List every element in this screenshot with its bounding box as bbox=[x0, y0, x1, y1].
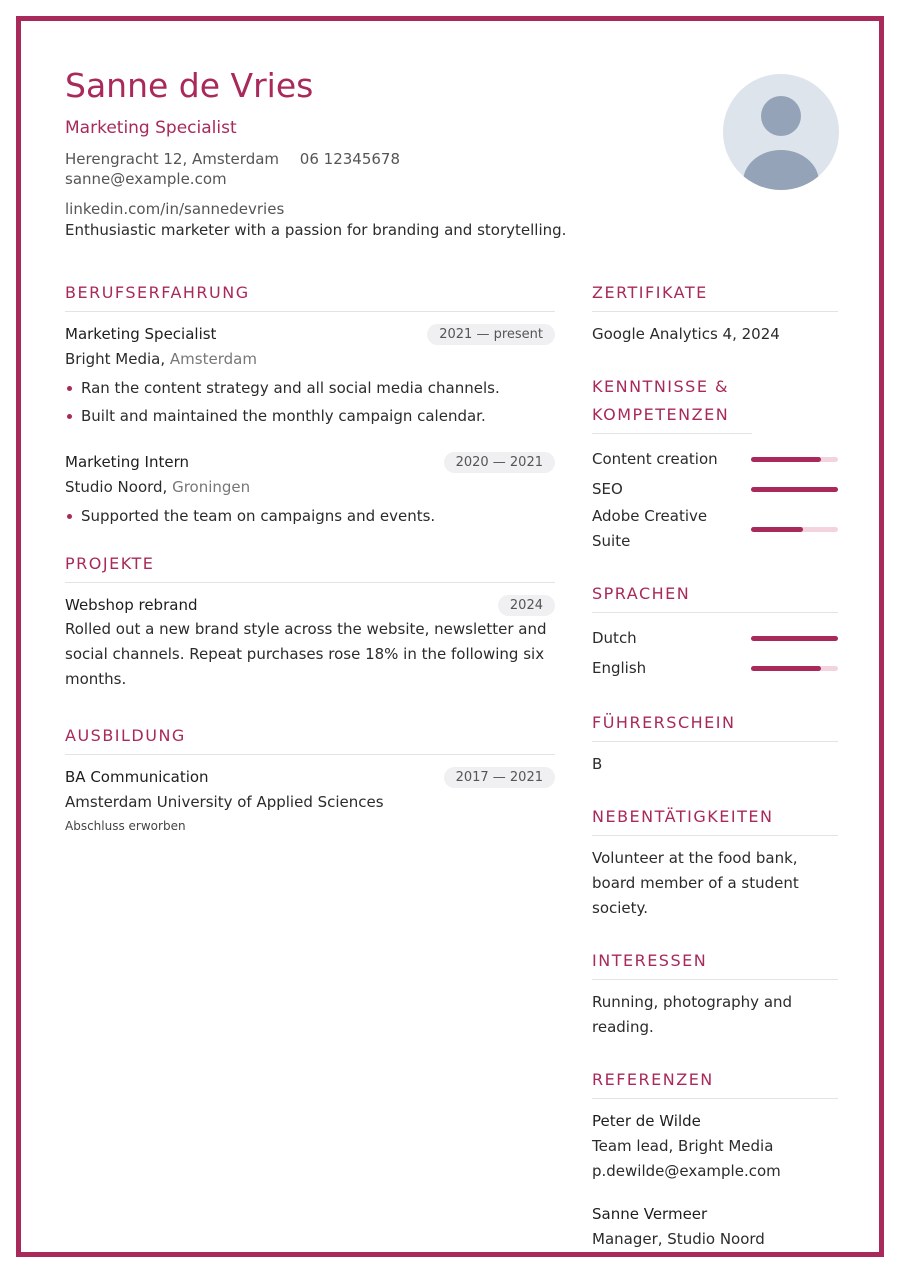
section-title-experience: BERUFSERFAHRUNG bbox=[65, 279, 555, 312]
right-column bbox=[592, 279, 838, 1257]
skill-row bbox=[592, 444, 838, 474]
reference-position: Team lead, Bright Media bbox=[592, 1137, 774, 1155]
skill-level-bar bbox=[751, 457, 838, 462]
company-location: Groningen bbox=[172, 478, 251, 496]
section-title-certificates: ZERTIFIKATE bbox=[592, 279, 838, 312]
skill-level-bar bbox=[751, 487, 838, 492]
date-badge: 2024 bbox=[498, 595, 555, 616]
skill-level-fill bbox=[751, 457, 821, 462]
resume-page bbox=[16, 16, 884, 1257]
skill-level-fill bbox=[751, 527, 803, 532]
company-name: Bright Media bbox=[65, 350, 161, 368]
bullet-list bbox=[65, 374, 555, 430]
left-column bbox=[65, 279, 555, 853]
section-title-projects: PROJEKTE bbox=[65, 550, 555, 583]
reference-name: Peter de Wilde bbox=[592, 1112, 701, 1130]
interests-text: Running, photography and reading. bbox=[592, 993, 793, 1036]
date-badge: 2020 — 2021 bbox=[444, 452, 555, 473]
section-title-license: FÜHRERSCHEIN bbox=[592, 709, 838, 742]
candidate-role: Marketing Specialist bbox=[65, 118, 237, 138]
skill-row bbox=[592, 474, 838, 504]
section-title-interests: INTERESSEN bbox=[592, 947, 838, 980]
experience-section bbox=[65, 279, 555, 530]
certificate-item: Google Analytics 4, 2024 bbox=[592, 325, 780, 343]
language-level-bar bbox=[751, 636, 838, 641]
entry-title: Marketing Intern bbox=[65, 453, 189, 471]
language-row bbox=[592, 623, 838, 653]
company-location: Amsterdam bbox=[169, 350, 257, 368]
entry-company: Studio Noord, Groningen bbox=[65, 478, 251, 496]
project-entry bbox=[65, 593, 555, 692]
user-avatar-icon bbox=[723, 74, 839, 190]
experience-entry bbox=[65, 322, 555, 430]
skill-name: SEO bbox=[592, 479, 623, 498]
reference-name: Sanne Vermeer bbox=[592, 1205, 708, 1223]
language-name: Dutch bbox=[592, 628, 637, 647]
reference-entry bbox=[592, 1109, 838, 1184]
degree-note: Abschluss erworben bbox=[65, 819, 186, 833]
experience-entry bbox=[65, 450, 555, 530]
bullet-list bbox=[65, 502, 555, 530]
interests-section bbox=[592, 947, 838, 1040]
reference-email[interactable]: p.dewilde@example.com bbox=[592, 1162, 781, 1180]
reference-entry bbox=[592, 1202, 838, 1252]
contact-address: Herengracht 12, Amsterdam bbox=[65, 150, 280, 168]
languages-section bbox=[592, 580, 838, 683]
entry-title: Webshop rebrand bbox=[65, 596, 198, 614]
date-badge: 2017 — 2021 bbox=[444, 767, 555, 788]
entry-title: Marketing Specialist bbox=[65, 325, 217, 343]
bullet-item: Ran the content strategy and all social media channels. bbox=[65, 374, 555, 402]
reference-position: Manager, Studio Noord bbox=[592, 1230, 765, 1248]
school-name: Amsterdam University of Applied Sciences bbox=[65, 793, 384, 811]
projects-section bbox=[65, 550, 555, 692]
license-value: B bbox=[592, 755, 603, 773]
section-title-languages: SPRACHEN bbox=[592, 580, 838, 613]
skill-name: Content creation bbox=[592, 449, 718, 468]
profile-summary: Enthusiastic marketer with a passion for branding and storytelling. bbox=[65, 221, 567, 239]
bullet-item: Built and maintained the monthly campaign calendar. bbox=[65, 402, 555, 430]
language-row bbox=[592, 653, 838, 683]
references-section bbox=[592, 1066, 838, 1252]
skill-row bbox=[592, 504, 838, 554]
certificates-section bbox=[592, 279, 838, 347]
contact-line bbox=[65, 149, 585, 189]
skills-section bbox=[592, 373, 838, 554]
language-level-bar bbox=[751, 666, 838, 671]
entry-title: BA Communication bbox=[65, 768, 209, 786]
education-section bbox=[65, 722, 555, 833]
skill-name: Adobe Creative Suite bbox=[592, 507, 708, 550]
section-title-references: REFERENZEN bbox=[592, 1066, 838, 1099]
date-badge: 2021 — present bbox=[427, 324, 555, 345]
candidate-name: Sanne de Vries bbox=[65, 66, 314, 105]
contact-email[interactable]: sanne@example.com bbox=[65, 170, 227, 188]
education-entry bbox=[65, 765, 555, 833]
resume-header bbox=[65, 65, 585, 219]
license-section bbox=[592, 709, 838, 777]
language-level-fill bbox=[751, 666, 821, 671]
skill-level-bar bbox=[751, 527, 838, 532]
project-description: Rolled out a new brand style across the website, newsletter and social channels. Repeat purchases rose 18% in the following six months. bbox=[65, 620, 547, 688]
language-level-fill bbox=[751, 636, 838, 641]
bullet-item: Supported the team on campaigns and events. bbox=[65, 502, 555, 530]
side-activities-text: Volunteer at the food bank, board member of a student society. bbox=[592, 849, 799, 917]
section-title-skills: KENNTNISSE & KOMPETENZEN bbox=[592, 373, 752, 434]
entry-company: Bright Media, Amsterdam bbox=[65, 350, 257, 368]
section-title-education: AUSBILDUNG bbox=[65, 722, 555, 755]
skill-level-fill bbox=[751, 487, 838, 492]
side-activities-section bbox=[592, 803, 838, 921]
contact-linkedin[interactable]: linkedin.com/in/sannedevries bbox=[65, 200, 285, 218]
section-title-side-activities: NEBENTÄTIGKEITEN bbox=[592, 803, 838, 836]
language-name: English bbox=[592, 658, 647, 677]
company-name: Studio Noord bbox=[65, 478, 163, 496]
contact-phone: 06 12345678 bbox=[299, 150, 400, 168]
